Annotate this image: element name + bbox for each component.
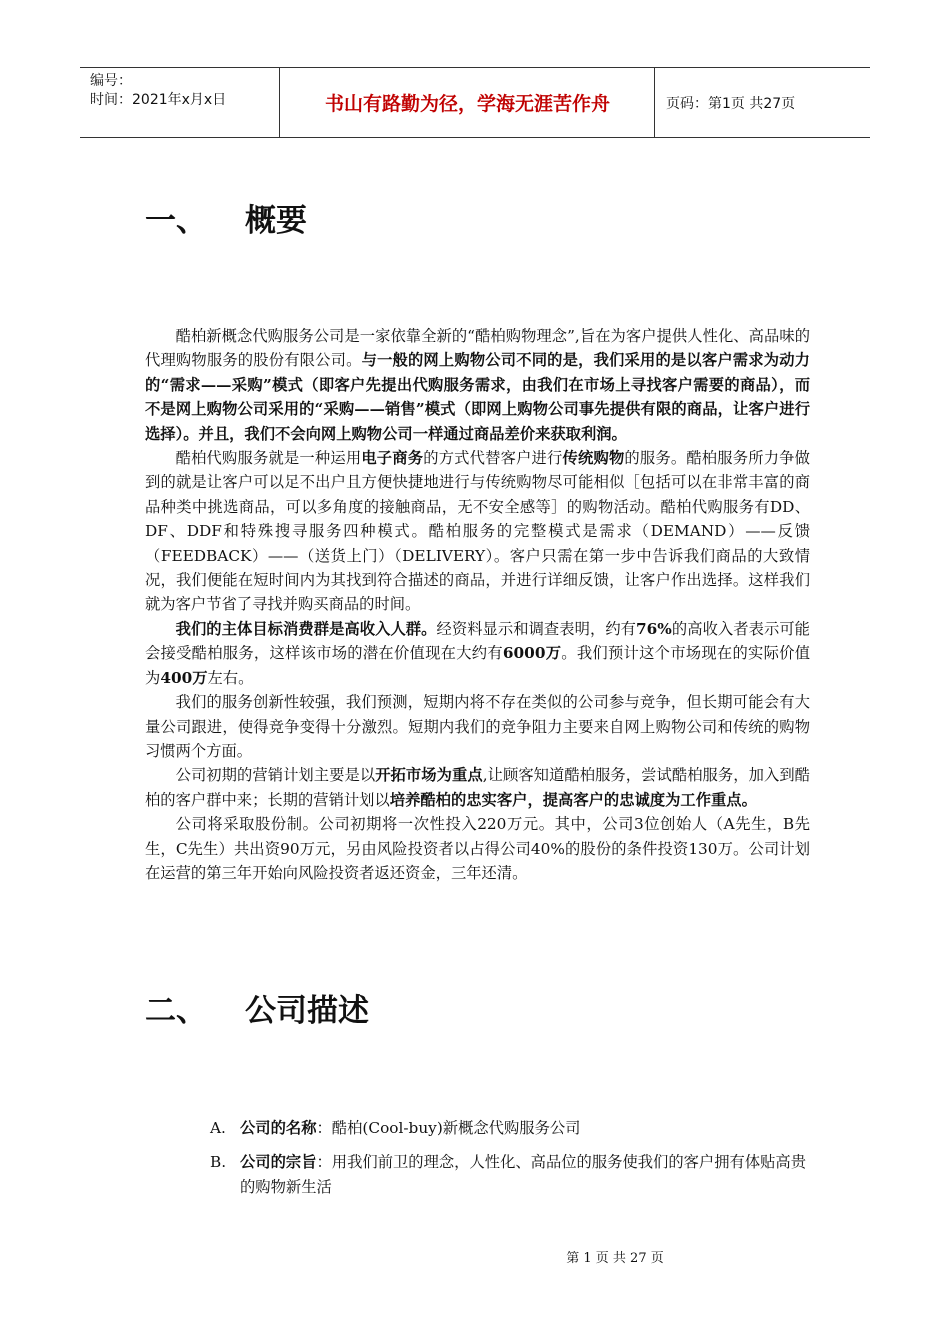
bold-span: 电子商务 <box>361 449 424 468</box>
section-heading-company <box>145 985 369 1030</box>
paragraph-service <box>145 446 810 617</box>
header-meta <box>80 68 280 137</box>
list-item <box>210 1150 810 1199</box>
list-item-title: 公司的名称 <box>240 1119 317 1137</box>
paragraph-competition: 我们的服务创新性较强，我们预测，短期内将不存在类似的公司参与竞争，但长期可能会有大量公司跟进，使得竞争变得十分激烈。短期内我们的竞争阻力主要来自网上购物公司和传统的购物习惯两个方面。 <box>145 693 810 760</box>
company-description-list <box>210 1116 810 1209</box>
list-item-label: A. <box>210 1119 226 1137</box>
text-span: 的高收入者表示可能会接受酷柏服务，这样该市场的潜在价值现在大约有 <box>145 619 810 663</box>
text-span: 公司初期的营销计划主要是以 <box>175 766 376 785</box>
list-item-content <box>240 1150 810 1199</box>
section-heading-overview <box>145 195 307 240</box>
paragraph-marketing <box>145 763 810 812</box>
bold-span: 开拓市场为重点 <box>375 766 483 785</box>
bold-span: 我们的主体目标消费群是高收入人群。 <box>175 619 437 638</box>
list-item-text: ：用我们前卫的理念，人性化、高品位的服务使我们的客户拥有体贴高贵的购物新生活 <box>240 1153 807 1196</box>
bold-span: 6000万 <box>502 644 562 663</box>
text-span: 。我们预计这个市场现在的实际价值为 <box>145 644 810 687</box>
paragraph-funding: 公司将采取股份制。公司初期将一次性投入220万元。其中，公司3位创始人（A先生，B先生，C先生）共出资90万元，另由风险投资者以占得公司40%的股份的条件投资130万。公司计划在运营的第三年开始向风险投资者返还资金，三年还清。 <box>145 815 810 882</box>
text-span: 经资料显示和调查表明，约有 <box>436 619 637 638</box>
list-item-content <box>240 1116 580 1140</box>
bold-span: 76% <box>636 619 672 638</box>
bold-span: 传统购物 <box>562 449 625 468</box>
section-number: 一、 <box>145 203 207 239</box>
text-span: 酷柏代购服务就是一种运用 <box>175 449 362 468</box>
page-footer: 第 1 页 共 27 页 <box>566 1251 664 1266</box>
header-motto: 书山有路勤为径，学海无涯苦作舟 <box>281 68 655 137</box>
paragraph-text: 酷柏新概念代购服务公司是一家依靠全新的“酷柏购物理念”,旨在为客户提供人性化、高品味的代理购物服务的股份有限公司。 <box>145 327 810 370</box>
section-title: 概要 <box>245 203 307 239</box>
text-span: 左右。 <box>207 668 254 687</box>
paragraph-intro <box>145 324 810 446</box>
list-item-text: ：酷柏(Cool-buy)新概念代购服务公司 <box>316 1119 581 1137</box>
list-item <box>210 1116 810 1140</box>
overview-body <box>145 324 810 885</box>
list-item-label: B. <box>210 1153 227 1172</box>
time-label: 时间：2021年x月x日 <box>90 92 227 108</box>
list-item-title: 公司的宗旨 <box>240 1153 317 1172</box>
number-label: 编号： <box>90 73 132 89</box>
text-span: ,让顾客知道酷柏服务，尝试酷柏服务，加入到酷柏的客户群中来；长期的营销计划以 <box>145 766 810 809</box>
paragraph-target <box>145 617 810 690</box>
bold-span: 400万 <box>160 668 208 687</box>
paragraph-bold-text: 与一般的网上购物公司不同的是，我们采用的是以客户需求为动力的“需求——采购”模式（即客户先提出代购服务需求，由我们在市场上寻找客户需要的商品），而不是网上购物公司采用的“采购——销售”模式（即网上购物公司事先提供有限的商品，让客户进行选择）。并且，我们不会向网上购物公司一样通过商品差价来获取利润。 <box>145 351 810 443</box>
header-table <box>80 67 870 138</box>
text-span: 的服务。酷柏服务所力争做到的就是让客户可以足不出户且方便快捷地进行与传统购物尽可能相似［包括可以在非常丰富的商品种类中挑选商品，可以多角度的接触商品，无不安全感等］的购物活动。酷柏代购服务有DD、DF、DDF和特殊搜寻服务四种模式。酷柏服务的完整模式是需求（DEMAND）——反馈（FEEDBACK）——（送货上门）（DELIVERY）。客户只需在第一步中告诉我们商品的大致情况，我们便能在短时间内为其找到符合描述的商品，并进行详细反馈，让客户作出选择。这样我们就为客户节省了寻找并购买商品的时间。 <box>145 449 810 614</box>
section-title: 公司描述 <box>245 993 369 1029</box>
text-span: 的方式代替客户进行 <box>423 449 563 468</box>
bold-span: 培养酷柏的忠实客户，提高客户的忠诚度为工作重点。 <box>389 790 757 809</box>
section-number: 二、 <box>145 993 207 1029</box>
header-page-info: 页码：第1页 共27页 <box>666 95 796 112</box>
